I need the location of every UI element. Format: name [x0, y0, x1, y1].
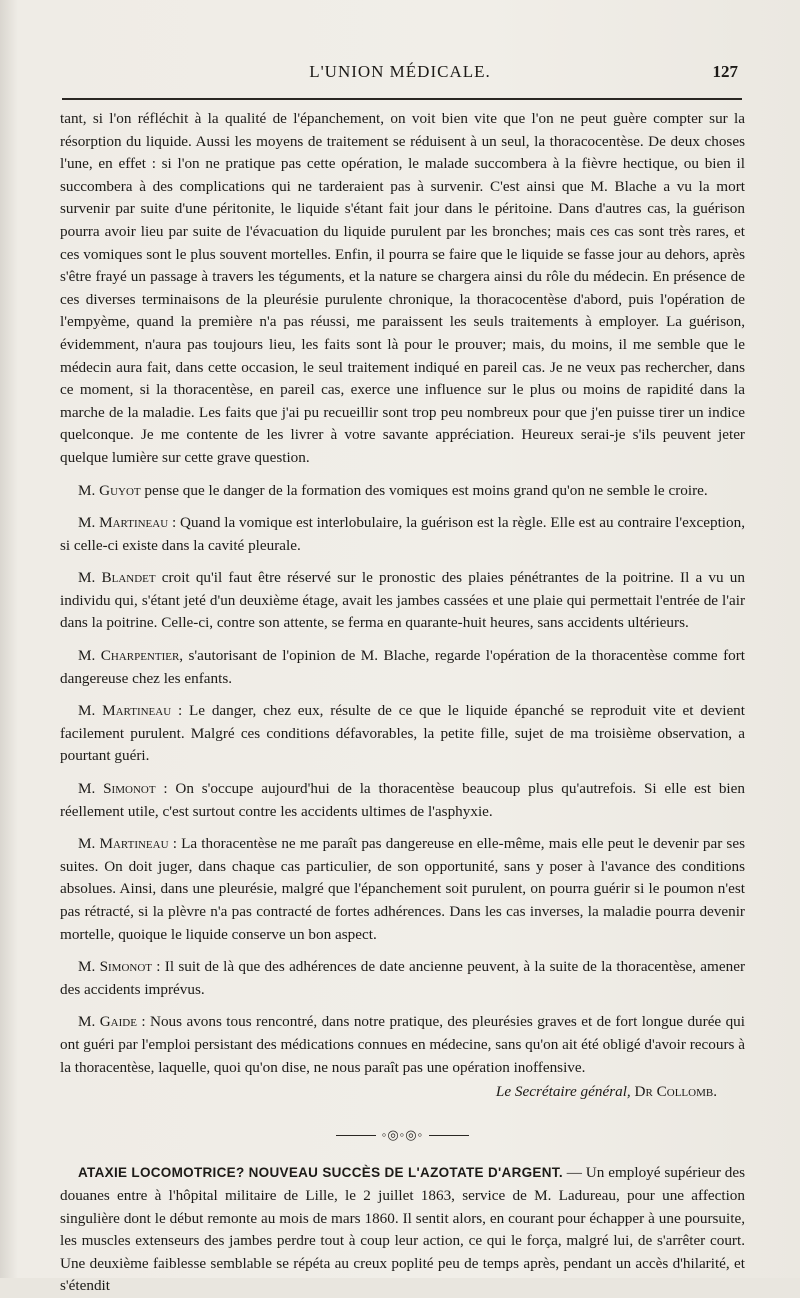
signature [60, 1081, 745, 1104]
remark-paragraph [60, 645, 745, 690]
remarks-list [60, 480, 745, 1080]
remark-text: : Le danger, chez eux, résulte de ce que le liquide épanché se reproduit vite et devient facilement purulent. Malgré ces conditions défavorables, la petite fille, sujet de ma troisième observation, a pourtant guéri. [60, 702, 745, 765]
remark-paragraph [60, 480, 745, 503]
header-rule [62, 98, 742, 100]
article-heading: ATAXIE LOCOMOTRICE? NOUVEAU SUCCÈS DE L'AZOTATE D'ARGENT. [78, 1165, 563, 1181]
remark-text: : Quand la vomique est interlobulaire, la guérison est la règle. Elle est au contraire l'exception, si celle-ci existe dans la cavité pleurale. [60, 514, 745, 554]
remark-paragraph [60, 956, 745, 1001]
remark-text: pense que le danger de la formation des vomiques est moins grand qu'on ne semble le croire. [140, 481, 708, 499]
remark-paragraph [60, 512, 745, 557]
remark-paragraph [60, 567, 745, 635]
ornament-bar-left [336, 1135, 376, 1136]
intro-paragraph: tant, si l'on réfléchit à la qualité de l'épanchement, on voit bien vite que l'on ne peut guère compter sur la résorption du liquide. Aussi les moyens de traitement se réduisent à un seul, la thoracocentèse. De deux choses l'une, en effet : si l'on ne pratique pas cette opération, le malade succombera à la fièvre hectique, ou bien il succombera à des complications qui ne tarderaient pas à survenir. C'est ainsi que M. Blache a vu la mort survenir par suite d'une péritonite, le liquide s'étant fait jour dans le péritoine. Dans d'autres cas, la guérison pourra avoir lieu par suite de l'évacuation du liquide purulent par les bronches; mais ces cas sont très rares, et ces vomiques sont le plus souvent mortelles. Enfin, il pourra se faire que le liquide se fasse jour au dehors, après s'être frayé un passage à travers les téguments, et la nature se chargera ainsi du rôle du médecin. En présence de ces diverses terminaisons de la pleurésie purulente chronique, la thoracocentèse d'abord, puis l'opération de l'empyème, quand la première n'a pas réussi, me paraissent les seuls traitements à employer. La guérison, évidemment, n'aura pas toujours lieu, les faits sont là pour le prouver; mais, du moins, il me semble que le médecin aura fait, dans cette occasion, le seul traitement indiqué en pareil cas. Je ne veux pas rechercher, dans ce moment, si la thoracentèse, en pareil cas, exerce une influence sur le plus ou moins de rapidité dans la marche de la maladie. Les faits que j'ai pu recueillir sont trop peu nombreux pour que j'en puisse tirer un indice quelconque. Je me contente de les livrer à votre savante appréciation. Heureux serai-je s'ils peuvent jeter quelque lumière sur cette grave question. [60, 110, 745, 466]
remark-speaker: M. Martineau [78, 835, 169, 853]
section-ornament [60, 1124, 745, 1147]
remark-text: croit qu'il faut être réservé sur le pronostic des plaies pénétrantes de la poitrine. Il a vu un individu qui, s'étant jeté d'un deuxième étage, avait les jambes cassées et une plaie qui permettait l'entrée de l'air dans la poitrine. Celle-ci, contre son attente, se ferma en quarante-huit heures, sans accidents ultérieurs. [60, 569, 745, 632]
remark-paragraph [60, 1011, 745, 1079]
body-text [60, 108, 745, 1298]
remark-paragraph [60, 833, 745, 946]
remark-text: : Nous avons tous rencontré, dans notre pratique, des pleurésies graves et de fort longue durée qui ont guéri par l'emploi persistant des médications connues en médecine, sans qu'on ait été obligé d'avoir recours à la thoracentèse, laquelle, quoi qu'on dise, ne nous paraît pas une opération inoffensive. [60, 1013, 745, 1076]
page-number: 127 [712, 62, 738, 81]
page-header [0, 62, 800, 86]
remark-speaker: M. Guyot [78, 481, 141, 499]
remark-speaker: M. Simonot [78, 780, 156, 798]
remark-text: , s'autorisant de l'opinion de M. Blache, regarde l'opération de la thoracentèse comme fort dangereuse chez les enfants. [60, 647, 745, 687]
remark-speaker: M. Martineau [78, 702, 172, 720]
remark-speaker: M. Simonot [78, 958, 153, 976]
remark-speaker: M. Martineau [78, 514, 169, 532]
remark-text: : La thoracentèse ne me paraît pas dangereuse en elle-même, mais elle peut le devenir par ses suites. On doit juger, dans chaque cas particulier, de son opportunité, sans y poser à l'avance des conditions absolues. Ainsi, dans une pleurésie, malgré que l'épanchement soit purulent, on pourra guérir si le poumon n'est pas rétracté, si la plèvre n'a pas contracté de fortes adhérences. Dans les cas inverses, la maladie pourra devenir mortelle, quoique le liquide conserve un bon aspect. [60, 835, 745, 943]
remark-speaker: M. Charpentier [78, 647, 180, 665]
signature-name: Dr Collomb. [634, 1083, 717, 1101]
remark-paragraph [60, 700, 745, 768]
remark-text: : Il suit de là que des adhérences de date ancienne peuvent, à la suite de la thoracentèse, amener des accidents imprévus. [60, 958, 745, 998]
remark-paragraph [60, 778, 745, 823]
signature-role: Le Secrétaire général, [495, 1083, 631, 1101]
ornament-glyphs: ◦◎◦◎◦ [381, 1126, 424, 1142]
ornament-bar-right [429, 1135, 469, 1136]
running-title: L'UNION MÉDICALE. [309, 62, 491, 81]
remark-speaker: M. Gaide [78, 1013, 137, 1031]
remark-speaker: M. Blandet [78, 569, 156, 587]
article-text: — Un employé supérieur des douanes entre à l'hôpital militaire de Lille, le 2 juillet 1863, service de M. Ladureau, pour une affection singulière dont le début remonte au mois de mars 1860. Il sentit alors, en courant pour échapper à une poursuite, les muscles extenseurs des jambes perdre tout à coup leur action, ce qui le força, malgré lui, de s'arrêter court. Une deuxième faiblesse semblable se répéta au creux poplité peu de temps après, pendant un accès d'hilarité, et s'étendit [60, 1164, 745, 1295]
remark-text: : On s'occupe aujourd'hui de la thoracentèse beaucoup plus qu'autrefois. Si elle est bien réellement utile, c'est surtout contre les accidents ultimes de l'asphyxie. [60, 780, 745, 820]
